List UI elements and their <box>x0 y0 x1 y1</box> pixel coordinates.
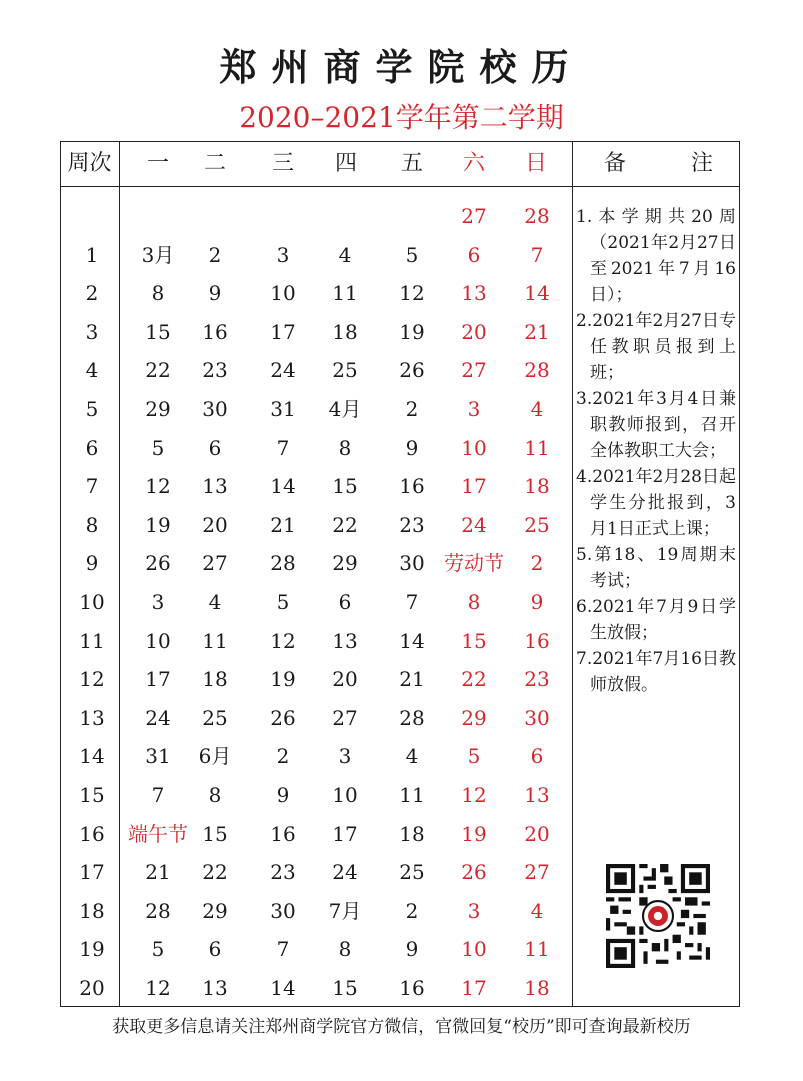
date-cell: 24 <box>270 358 296 383</box>
date-cell: 端午节 <box>128 821 188 846</box>
date-cell: 6 <box>208 937 222 962</box>
date-cell: 31 <box>270 397 296 421</box>
date-cell: 5 <box>405 242 419 267</box>
date-cell: 13 <box>524 783 550 807</box>
date-cell: 16 <box>270 821 296 846</box>
date-cell: 20 <box>524 821 550 846</box>
date-cell: 11 <box>399 783 425 807</box>
date-cell: 5 <box>467 744 481 769</box>
date-cell: 20 <box>461 319 487 344</box>
date-cell: 21 <box>524 319 550 344</box>
week-number: 18 <box>79 898 105 923</box>
date-cell: 7 <box>276 937 290 962</box>
footer-note: 获取更多信息请关注郑州商学院官方微信，官微回复“校历”即可查询最新校历 <box>112 1017 691 1037</box>
date-cell: 30 <box>202 397 228 421</box>
remark-item: 6.2021年7月9日学生放假； <box>576 597 736 643</box>
date-cell: 3 <box>467 898 481 923</box>
date-cell: 30 <box>524 705 550 730</box>
date-cell: 4 <box>530 898 544 923</box>
date-cell: 24 <box>145 705 171 730</box>
date-cell: 18 <box>524 474 550 499</box>
date-cell: 14 <box>270 976 296 1000</box>
date-cell: 27 <box>461 204 487 228</box>
date-cell: 3月 <box>141 242 175 267</box>
date-cell: 22 <box>202 860 228 885</box>
date-cell: 19 <box>270 667 296 692</box>
date-cell: 17 <box>461 474 487 499</box>
date-cell: 12 <box>399 281 425 306</box>
date-cell: 14 <box>524 281 550 306</box>
date-cell: 4 <box>530 397 544 421</box>
date-cell: 8 <box>208 783 222 807</box>
date-cell: 6 <box>467 242 481 267</box>
date-cell: 24 <box>332 860 358 885</box>
date-cell: 18 <box>332 319 358 344</box>
date-cell: 6月 <box>198 744 232 769</box>
date-cell: 8 <box>467 590 481 614</box>
week-number: 8 <box>85 512 99 537</box>
date-cell: 24 <box>461 512 487 537</box>
remarks-list <box>576 204 736 698</box>
date-cell: 10 <box>332 783 358 807</box>
page-subtitle: 2020–2021学年第二学期 <box>239 101 564 134</box>
date-cell: 28 <box>524 204 550 228</box>
remark-item: 1.本学期共20周（2021年2月27日至2021年7月16日）； <box>576 207 736 305</box>
date-cell: 10 <box>461 435 487 460</box>
date-cell: 28 <box>145 898 171 923</box>
week-number: 13 <box>79 705 105 730</box>
date-cell: 26 <box>145 551 171 576</box>
remark-item: 7.2021年7月16日教师放假。 <box>576 649 736 695</box>
date-cell: 7 <box>151 783 165 807</box>
date-cell: 22 <box>145 358 171 383</box>
date-cell: 23 <box>524 667 550 692</box>
date-cell: 15 <box>145 319 171 344</box>
date-cell: 17 <box>461 976 487 1000</box>
header-remarks-2: 注 <box>690 151 713 176</box>
date-cell: 18 <box>202 667 228 692</box>
date-cell: 26 <box>399 358 425 383</box>
date-cell: 26 <box>461 860 487 885</box>
week-number: 9 <box>85 551 99 576</box>
date-cell: 14 <box>270 474 296 499</box>
date-cell: 3 <box>151 590 165 614</box>
date-cell: 6 <box>208 435 222 460</box>
date-cell: 22 <box>332 512 358 537</box>
date-cell: 2 <box>405 898 419 923</box>
date-cell: 9 <box>405 937 419 962</box>
week-number: 14 <box>79 744 105 769</box>
header-day-thu: 四 <box>334 151 357 176</box>
date-cell: 13 <box>202 976 228 1000</box>
date-cell: 2 <box>405 397 419 421</box>
date-cell: 28 <box>524 358 550 383</box>
week-number: 5 <box>85 397 99 421</box>
week-number: 20 <box>79 976 105 1000</box>
date-cell: 6 <box>338 590 352 614</box>
week-number: 16 <box>79 821 105 846</box>
date-cell: 20 <box>332 667 358 692</box>
date-cell: 3 <box>276 242 290 267</box>
week-number: 11 <box>79 628 105 653</box>
date-cell: 12 <box>145 976 171 1000</box>
week-number: 15 <box>79 783 105 807</box>
date-cell: 6 <box>530 744 544 769</box>
date-cell: 10 <box>270 281 296 306</box>
date-cell: 23 <box>270 860 296 885</box>
week-number <box>60 198 124 234</box>
header-day-mon: 一 <box>146 151 169 176</box>
week-number: 4 <box>85 358 99 383</box>
date-cell: 18 <box>524 976 550 1000</box>
date-cell: 29 <box>202 898 228 923</box>
week-number: 3 <box>85 319 99 344</box>
date-cell: 31 <box>145 744 171 769</box>
date-cell: 4 <box>405 744 419 769</box>
date-cell: 27 <box>461 358 487 383</box>
date-cell: 17 <box>145 667 171 692</box>
date-cell: 4月 <box>328 397 362 421</box>
date-cell: 2 <box>208 242 222 267</box>
date-cell: 21 <box>399 667 425 692</box>
date-cell: 15 <box>332 976 358 1000</box>
date-cell: 28 <box>270 551 296 576</box>
date-cell: 25 <box>202 705 228 730</box>
date-cell: 16 <box>399 474 425 499</box>
date-cell: 10 <box>145 628 171 653</box>
date-cell: 12 <box>145 474 171 499</box>
header-week: 周次 <box>67 151 112 176</box>
date-cell: 21 <box>270 512 296 537</box>
header-divider <box>60 186 740 187</box>
date-cell: 12 <box>270 628 296 653</box>
date-cell: 15 <box>332 474 358 499</box>
week-number: 10 <box>79 590 105 614</box>
remark-item: 3.2021年3月4日兼职教师报到，召开全体教职工大会； <box>576 389 736 461</box>
date-cell: 16 <box>202 319 228 344</box>
date-cell: 15 <box>461 628 487 653</box>
date-cell: 8 <box>338 937 352 962</box>
date-cell: 13 <box>332 628 358 653</box>
week-number: 19 <box>79 937 105 962</box>
remark-item: 2.2021年2月27日专任教职员报到上班； <box>576 311 736 383</box>
date-cell: 11 <box>332 281 358 306</box>
date-cell: 20 <box>202 512 228 537</box>
date-cell: 25 <box>332 358 358 383</box>
header-day-sat: 六 <box>462 151 485 176</box>
date-cell: 3 <box>467 397 481 421</box>
date-cell: 17 <box>270 319 296 344</box>
date-cell: 10 <box>461 937 487 962</box>
date-cell: 19 <box>461 821 487 846</box>
date-cell: 9 <box>276 783 290 807</box>
remark-item: 4.2021年2月28日起学生分批报到，3月1日正式上课； <box>576 467 736 539</box>
header-day-fri: 五 <box>400 151 423 176</box>
date-cell: 3 <box>338 744 352 769</box>
date-cell: 8 <box>338 435 352 460</box>
date-cell: 5 <box>276 590 290 614</box>
date-cell: 9 <box>208 281 222 306</box>
date-cell: 30 <box>399 551 425 576</box>
header-day-sun: 日 <box>524 151 547 176</box>
date-cell: 劳动节 <box>444 551 504 576</box>
date-cell: 30 <box>270 898 296 923</box>
date-cell: 17 <box>332 821 358 846</box>
date-cell: 23 <box>202 358 228 383</box>
date-cell: 7 <box>530 242 544 267</box>
date-cell: 16 <box>524 628 550 653</box>
date-cell: 9 <box>405 435 419 460</box>
date-cell: 13 <box>202 474 228 499</box>
date-cell: 8 <box>151 281 165 306</box>
week-number: 12 <box>79 667 105 692</box>
date-cell: 29 <box>145 397 171 421</box>
date-cell: 27 <box>524 860 550 885</box>
date-cell: 16 <box>399 976 425 1000</box>
date-cell: 25 <box>399 860 425 885</box>
date-cell: 5 <box>151 435 165 460</box>
page-title: 郑州商学院校历 <box>219 46 584 89</box>
date-cell: 27 <box>202 551 228 576</box>
qr-code-icon <box>606 864 710 968</box>
date-cell: 11 <box>202 628 228 653</box>
date-cell: 19 <box>399 319 425 344</box>
date-cell: 12 <box>461 783 487 807</box>
week-number: 1 <box>85 242 99 267</box>
date-cell: 28 <box>399 705 425 730</box>
date-cell: 4 <box>338 242 352 267</box>
date-cell: 26 <box>270 705 296 730</box>
week-number: 7 <box>85 474 99 499</box>
date-cell: 23 <box>399 512 425 537</box>
date-cell: 7 <box>276 435 290 460</box>
date-cell: 21 <box>145 860 171 885</box>
date-cell: 22 <box>461 667 487 692</box>
date-cell: 18 <box>399 821 425 846</box>
remark-item: 5.第18、19周期末考试； <box>576 545 736 591</box>
date-cell: 11 <box>524 435 550 460</box>
date-cell: 4 <box>208 590 222 614</box>
date-cell: 5 <box>151 937 165 962</box>
header-day-tue: 二 <box>203 151 226 176</box>
date-cell: 27 <box>332 705 358 730</box>
date-cell: 2 <box>530 551 544 576</box>
header-day-wed: 三 <box>271 151 294 176</box>
date-cell: 7月 <box>328 898 362 923</box>
week-number: 17 <box>79 860 105 885</box>
date-cell: 15 <box>202 821 228 846</box>
week-number: 6 <box>85 435 99 460</box>
date-cell: 11 <box>524 937 550 962</box>
date-cell: 29 <box>332 551 358 576</box>
date-cell: 25 <box>524 512 550 537</box>
date-cell: 29 <box>461 705 487 730</box>
header-remarks-1: 备 <box>603 151 626 176</box>
date-cell: 13 <box>461 281 487 306</box>
date-cell: 19 <box>145 512 171 537</box>
date-cell: 2 <box>276 744 290 769</box>
date-cell: 7 <box>405 590 419 614</box>
date-cell: 14 <box>399 628 425 653</box>
date-cell: 9 <box>530 590 544 614</box>
week-number: 2 <box>85 281 99 306</box>
